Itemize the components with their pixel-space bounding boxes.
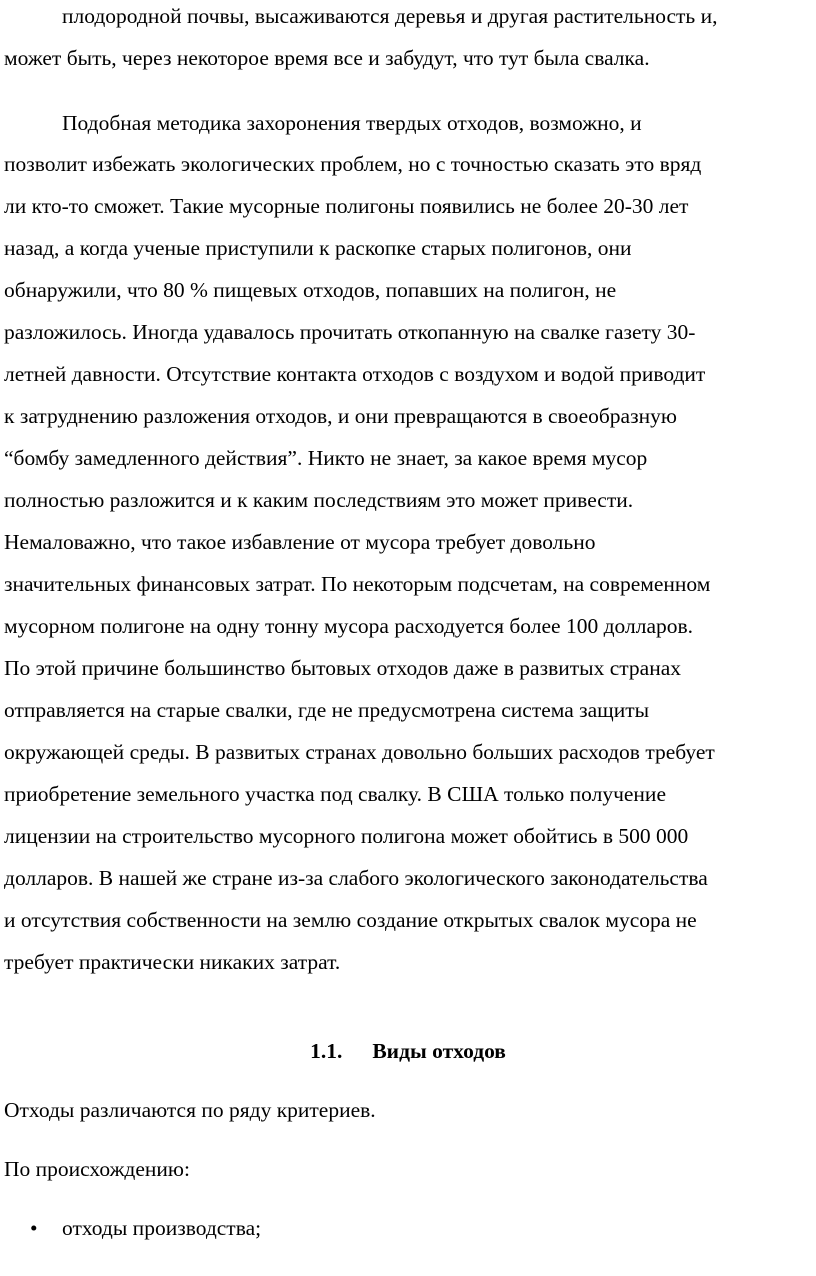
text-line: отправляется на старые свалки, где не предусмотрена система защиты — [4, 698, 650, 722]
text-line: летней давности. Отсутствие контакта отходов с воздухом и водой приводит — [4, 362, 706, 386]
list-item-text: отходы производства; — [62, 1216, 262, 1240]
text-line: требует практически никаких затрат. — [4, 950, 341, 974]
intro-line: Отходы различаются по ряду критериев. — [4, 1098, 376, 1122]
text-line: Немаловажно, что такое избавление от мусора требует довольно — [4, 530, 596, 554]
text-line: ли кто-то сможет. Такие мусорные полигоны появились не более 20-30 лет — [4, 194, 689, 218]
bullet-icon: • — [30, 1216, 38, 1240]
text-line: долларов. В нашей же стране из-за слабого экологического законодательства — [4, 866, 708, 890]
section-title: Виды отходов — [372, 1039, 506, 1063]
text-line: может быть, через некоторое время все и забудут, что тут была свалка. — [4, 46, 650, 70]
text-line: значительных финансовых затрат. По некоторым подсчетам, на современном — [4, 572, 711, 596]
text-line: разложилось. Иногда удавалось прочитать откопанную на свалке газету 30- — [4, 320, 696, 344]
text-line: полностью разложится и к каким последствиям это может привести. — [4, 488, 634, 512]
text-line: лицензии на строительство мусорного полигона может обойтись в 500 000 — [4, 824, 689, 848]
text-line: плодородной почвы, высаживаются деревья и другая растительность и, — [62, 4, 718, 28]
text-line: “бомбу замедленного действия”. Никто не знает, за какое время мусор — [4, 446, 648, 470]
text-line: окружающей среды. В развитых странах довольно больших расходов требует — [4, 740, 715, 764]
paragraph-first-line: Подобная методика захоронения твердых отходов, возможно, и — [62, 111, 642, 135]
text-line: мусорном полигоне на одну тонну мусора расходуется более 100 долларов. — [4, 614, 694, 638]
list-item — [0, 1208, 816, 1248]
text-line: По этой причине большинство бытовых отходов даже в развитых странах — [4, 656, 682, 680]
text-line: обнаружили, что 80 % пищевых отходов, попавших на полигон, не — [4, 278, 617, 302]
section-heading — [0, 1031, 816, 1071]
text-line: и отсутствия собственности на землю создание открытых свалок мусора не — [4, 908, 697, 932]
text-line: назад, а когда ученые приступили к раскопке старых полигонов, они — [4, 236, 632, 260]
text-line: приобретение земельного участка под свалку. В США только получение — [4, 782, 666, 806]
text-line: к затруднению разложения отходов, и они превращаются в своеобразную — [4, 404, 677, 428]
section-number: 1.1. — [310, 1039, 343, 1063]
text-line: позволит избежать экологических проблем, но с точностью сказать это вряд — [4, 152, 702, 176]
criterion-line: По происхождению: — [4, 1157, 190, 1181]
